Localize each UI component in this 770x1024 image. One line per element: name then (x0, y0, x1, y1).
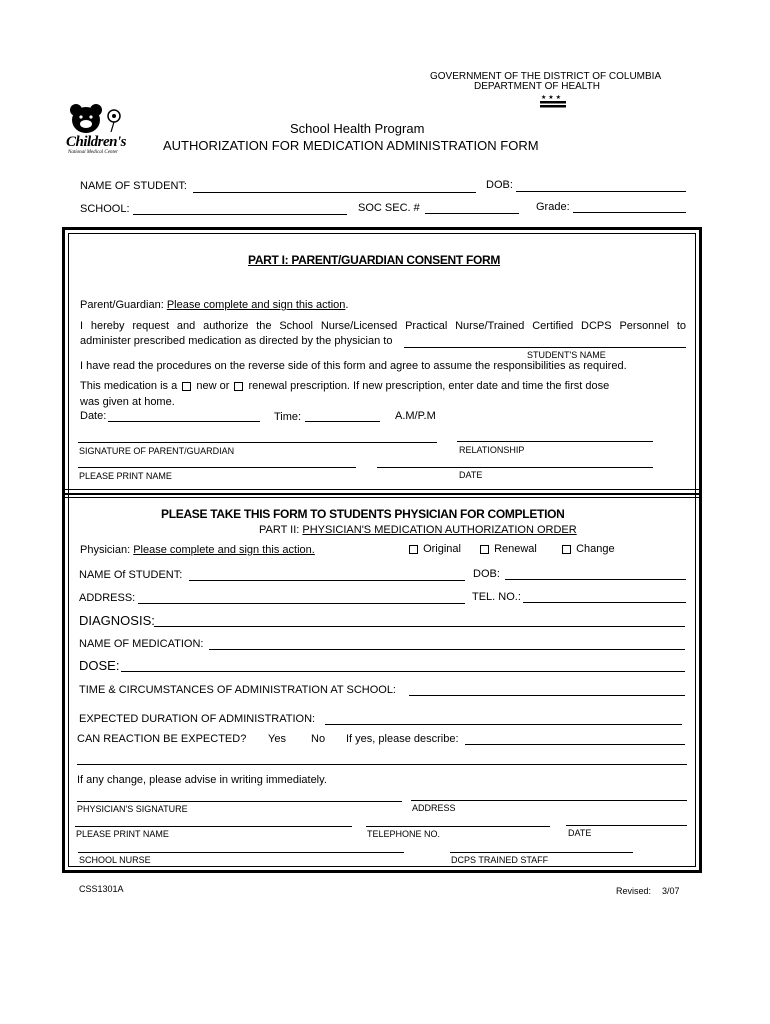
expected-duration-field[interactable] (325, 724, 682, 725)
section-divider-mid (64, 493, 700, 495)
revised-label: Revised: (616, 886, 652, 896)
dcps-staff-field[interactable] (450, 852, 633, 853)
reaction-describe-field-2[interactable] (77, 764, 687, 765)
advise-change-text: If any change, please advise in writing immediately. (77, 774, 327, 786)
part2-subtitle (259, 524, 577, 536)
part1-title: PART I: PARENT/GUARDIAN CONSENT FORM (248, 253, 501, 267)
physician-student-name-label: NAME Of STUDENT: (79, 569, 183, 581)
physician-dob-label: DOB: (473, 568, 500, 580)
logo-text: Children's (66, 134, 127, 150)
change-option[interactable] (560, 543, 615, 555)
address-label: ADDRESS: (79, 592, 136, 604)
time-label: Time: (274, 411, 302, 423)
renewal-label: Renewal (494, 543, 537, 555)
government-title: GOVERNMENT OF THE DISTRICT OF COLUMBIA (430, 71, 662, 82)
date-label: Date: (80, 410, 107, 422)
logo-subtext: National Medical Center (68, 150, 118, 155)
relationship-caption: RELATIONSHIP (459, 445, 525, 455)
physician-label: Physician: (80, 544, 134, 556)
physician-print-name-field[interactable] (75, 826, 352, 827)
physician-dob-field[interactable] (505, 579, 686, 580)
form-title: AUTHORIZATION FOR MEDICATION ADMINISTRATION FORM (163, 138, 539, 153)
time-field[interactable] (305, 421, 380, 422)
original-option[interactable] (407, 543, 461, 555)
renewal-text: renewal prescription. If new prescription, enter date and time the first dose (248, 380, 610, 392)
parent-date-field[interactable] (377, 467, 653, 468)
request-paragraph-line1: I hereby request and authorize the School Nurse/Licensed Practical Nurse/Trained Certified DCPS Personnel to (80, 320, 686, 332)
original-label: Original (423, 543, 461, 555)
physician-student-name-field[interactable] (189, 580, 465, 581)
physician-print-name-caption: PLEASE PRINT NAME (76, 829, 169, 839)
parent-date-caption: DATE (459, 470, 483, 480)
reaction-label: CAN REACTION BE EXPECTED? (77, 733, 247, 745)
medication-name-label: NAME OF MEDICATION: (79, 638, 204, 650)
telephone-field[interactable] (366, 826, 550, 827)
grade-field[interactable] (573, 212, 686, 213)
physician-signature-caption: PHYSICIAN'S SIGNATURE (77, 804, 188, 814)
medication-type-text: This medication is a (80, 380, 178, 392)
given-at-home-text: was given at home. (80, 396, 175, 408)
school-field[interactable] (133, 214, 347, 215)
dcps-staff-caption: DCPS TRAINED STAFF (451, 855, 549, 865)
part2-prefix: PART II: (259, 524, 303, 536)
school-label: SCHOOL: (80, 203, 130, 215)
tel-label: TEL. NO.: (472, 591, 521, 603)
physician-date-caption: DATE (568, 828, 592, 838)
physician-signature-field[interactable] (77, 801, 402, 802)
time-circumstances-label: TIME & CIRCUMSTANCES OF ADMINISTRATION AT SCHOOL: (79, 684, 396, 696)
school-nurse-caption: SCHOOL NURSE (79, 855, 151, 865)
revised-date: 3/07 (662, 886, 680, 896)
grade-label: Grade: (536, 201, 570, 213)
dob-label: DOB: (486, 179, 513, 191)
change-checkbox[interactable] (562, 545, 571, 554)
parent-instruction: Please complete and sign this action (166, 299, 346, 311)
medication-name-field[interactable] (209, 649, 685, 650)
section-divider-bottom (64, 497, 700, 498)
department-title: DEPARTMENT OF HEALTH (474, 81, 600, 92)
medication-type-line (80, 380, 609, 392)
time-circumstances-field[interactable] (409, 695, 685, 696)
physician-intro (80, 544, 315, 556)
reaction-describe-field[interactable] (465, 744, 685, 745)
physician-address-caption: ADDRESS (412, 803, 456, 813)
physician-banner: PLEASE TAKE THIS FORM TO STUDENTS PHYSICIAN FOR COMPLETION (161, 507, 565, 521)
program-title: School Health Program (290, 121, 425, 136)
diagnosis-label: DIAGNOSIS: (79, 613, 155, 628)
new-prescription-checkbox[interactable] (182, 382, 191, 391)
students-name-caption: STUDENT'S NAME (527, 350, 606, 360)
name-of-student-label: NAME OF STUDENT: (80, 180, 187, 192)
renewal-checkbox[interactable] (480, 545, 489, 554)
reaction-yes[interactable]: Yes (268, 733, 286, 745)
telephone-caption: TELEPHONE NO. (367, 829, 441, 839)
reaction-describe-label: If yes, please describe: (346, 733, 459, 745)
new-or-text: new or (196, 380, 230, 392)
parent-signature-caption: SIGNATURE OF PARENT/GUARDIAN (79, 446, 235, 456)
print-name-field[interactable] (78, 467, 356, 468)
parent-guardian-label: Parent/Guardian: (80, 299, 167, 311)
ampm-label: A.M/P.M (395, 410, 436, 422)
date-field[interactable] (108, 421, 260, 422)
expected-duration-label: EXPECTED DURATION OF ADMINISTRATION: (79, 713, 316, 725)
dose-field[interactable] (121, 671, 685, 672)
section-divider-top (64, 489, 700, 490)
form-code: CSS1301A (79, 884, 124, 894)
physician-date-field[interactable] (566, 825, 687, 826)
school-nurse-field[interactable] (78, 852, 404, 853)
reaction-no[interactable]: No (311, 733, 326, 745)
relationship-field[interactable] (457, 441, 653, 442)
change-label: Change (576, 543, 615, 555)
name-of-student-field[interactable] (193, 192, 476, 193)
original-checkbox[interactable] (409, 545, 418, 554)
renewal-prescription-checkbox[interactable] (234, 382, 243, 391)
dose-label: DOSE: (79, 658, 120, 673)
part2-title: PHYSICIAN'S MEDICATION AUTHORIZATION ORDER (302, 524, 577, 536)
physician-address-field[interactable] (411, 800, 687, 801)
parent-signature-field[interactable] (78, 442, 437, 443)
soc-sec-field[interactable] (425, 213, 519, 214)
dc-seal-icon (538, 93, 568, 111)
soc-sec-label: SOC SEC. # (358, 202, 420, 214)
teddy-bear-icon (64, 102, 128, 136)
part1-intro: Parent/Guardian: Please complete and sign this action. (80, 299, 349, 311)
request-paragraph-line2: administer prescribed medication as directed by the physician to (80, 335, 393, 347)
physician-instruction: Please complete and sign this action. (133, 544, 315, 556)
print-name-caption: PLEASE PRINT NAME (79, 471, 172, 481)
diagnosis-field[interactable] (154, 626, 685, 627)
renewal-option[interactable] (478, 543, 537, 555)
svg-text:★ ★ ★: ★ ★ ★ (541, 94, 561, 101)
tel-field[interactable] (523, 602, 686, 603)
procedures-paragraph: I have read the procedures on the reverse side of this form and agree to assume the responsibilities as required. (80, 360, 627, 372)
students-name-field[interactable] (404, 347, 686, 348)
address-field[interactable] (138, 603, 465, 604)
dob-field[interactable] (516, 191, 686, 192)
